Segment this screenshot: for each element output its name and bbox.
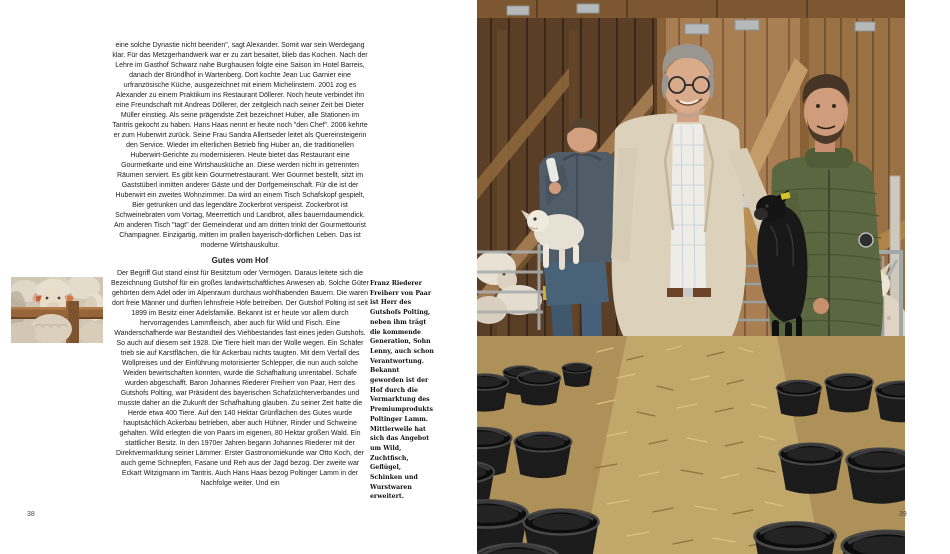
section-heading: Gutes vom Hof (211, 256, 269, 265)
photo-caption: Franz Riederer Freiherr von Paar ist Herr des Gutshofs Polting, neben ihm trägt die kommende Generation, Sohn Lenny, auch schon Verantwortung. Bekannt geworden ist der Hof durch die Vermarktung des Premiumprodukts Poltinger Lamm. Mittlerweile hat sich das Angebot um Wild, Zuchtfisch, Geflügel, Schinken und Wurstwaren erweitert. (370, 280, 434, 501)
sheep-fence-photo (11, 277, 103, 343)
sheep-fence-illustration (11, 277, 103, 343)
logo-patch (859, 233, 873, 247)
article-body (111, 41, 369, 489)
hand (549, 182, 561, 194)
page-number-right: 39 (899, 511, 907, 518)
page-number-left: 38 (27, 511, 35, 518)
barn-photo (477, 0, 905, 554)
barn-scene-illustration (477, 0, 905, 554)
article-paragraph-2: Der Begriff Gut stand einst für Besitztum oder Vermögen. Daraus leitete sich die Bezeichnung Gutshof für ein großes landwirtschaftliches Anwesen ab. Solche Güter gehörten dem Adel oder im Alpenraum durchaus wohlhabenden Bauern. Die waren dort freie Männer und durften lehnsfreie Höfe betreiben. Der Gutshof Polting ist seit 1899 im Besitz einer Adelsfamilie. Bekannt ist er heute vor allem durch hervorragendes Lammfleisch, aber auch für Wild und Fisch. Eine Wanderschafherde war Bestandteil des Viehbestandes fast eines jeden Gutshofs. So auch auf diesem seit 1928. Die Tiere hielt man der Wolle wegen. Ein Schäfer trieb sie auf Karstflächen, die für Ackerbau nichts taugten. Mit dem Verfall des Wollpreises und der Einführung motorisierter Schlepper, die nun auch solche Weiden bewirtschaften konnten, wurde die Schafhaltung unrentabel. Schafe wurden abgeschafft. Baron Johannes Riederer Freiherr von Paar, Herr des Gutshofs Polting, war Präsident des bayerischen Schafzüchterverbandes und musste daher an die Zukunft der Schafhaltung glauben. Zu seiner Zeit hatte die Herde etwa 400 Tiere. Auf den 140 Hektar Grünflächen des Gutes wurde hauptsächlich Ackerbau betrieben, aber auch Hühner, Rinder und Schweine gehalten. Wild erlegten die von Paars im eigenen, 80 Hektar großen Wald. Ein stattlicher Besitz. In den 1970er Jahren begann Johannes Riederer mit der Direktvermarktung seiner Lämmer. Erster Gastronomiekunde war Otto Koch, der auch gerne Schnepfen, Fasane und Reh aus der Jagd bezog. Der zweite war Eckart Witzigmann im Tantris. Auch Hans Haas bezog Poltinger Lamm in der Nachfolge weiter. Und ein (111, 270, 369, 487)
article-paragraph-1: eine solche Dynastie nicht beenden", sagt Alexander. Somit war sein Werdegang klar. Für das Metzgerhandwerk war er zu zart besaitet, blieb das Kochen. Nach der Lehre im Gasthof Schwarz nahe Burghausen folgte eine Saison im Hotel Barreis, danach der Bründlhof in Wartenberg. Dort kochte Jean Luc Garnier eine urfranzösische Küche, ausgezeichnet mit einem Michelinstern. 2001 zog es Alexander zu einem Praktikum ins Restaurant Döllerer. Noch heute verbindet ihn eine Freundschaft mit Andreas Döllerer, der zeitgleich nach seiner Zeit bei Dieter Müller einstieg. Als seine prägendste Zeit bezeichnet Huber, alle Stationen im Tantris gekocht zu haben. Hans Haas nennt er heute noch "den Chef". 2006 kehrte er zum Huberwirt zurück. Seine Frau Sandra Allertseder leitet als Quereinsteigerin den Service. Wieder im elterlichen Betrieb fing Huber an, die traditionellen Huberwirt-Gerichte zu modernisieren. Heute bietet das Restaurant eine Gourmetkarte und eine Wirtshausküche an. Diese werden nicht in getrennten Räumen serviert. Es gibt kein Gourmetrestaurant. Wer Gourmet bestellt, sitzt im Gaststüberl inmitten anderer Gäste und der Dorfgemeinschaft. Für die ist der Huberwirt ein zweites Wohnzimmer. Da wird an einem Tisch Schafskopf gespielt, Bier getrunken und das legendäre Zockerbrot verspeist. Zockerbrot ist Schweinebraten vom Vortag, Meerrettich und Landbrot, alles bauerndaumendick. Am anderen Tisch "tagt" der Gemeinderat und am dritten trinkt der Gourmettourist Champagner. Einzigartig, mitten im prallen bayerisch-dörflichen Leben. Das ist moderne Wirtshauskultur. (112, 42, 368, 249)
checked-shirt (670, 124, 706, 292)
